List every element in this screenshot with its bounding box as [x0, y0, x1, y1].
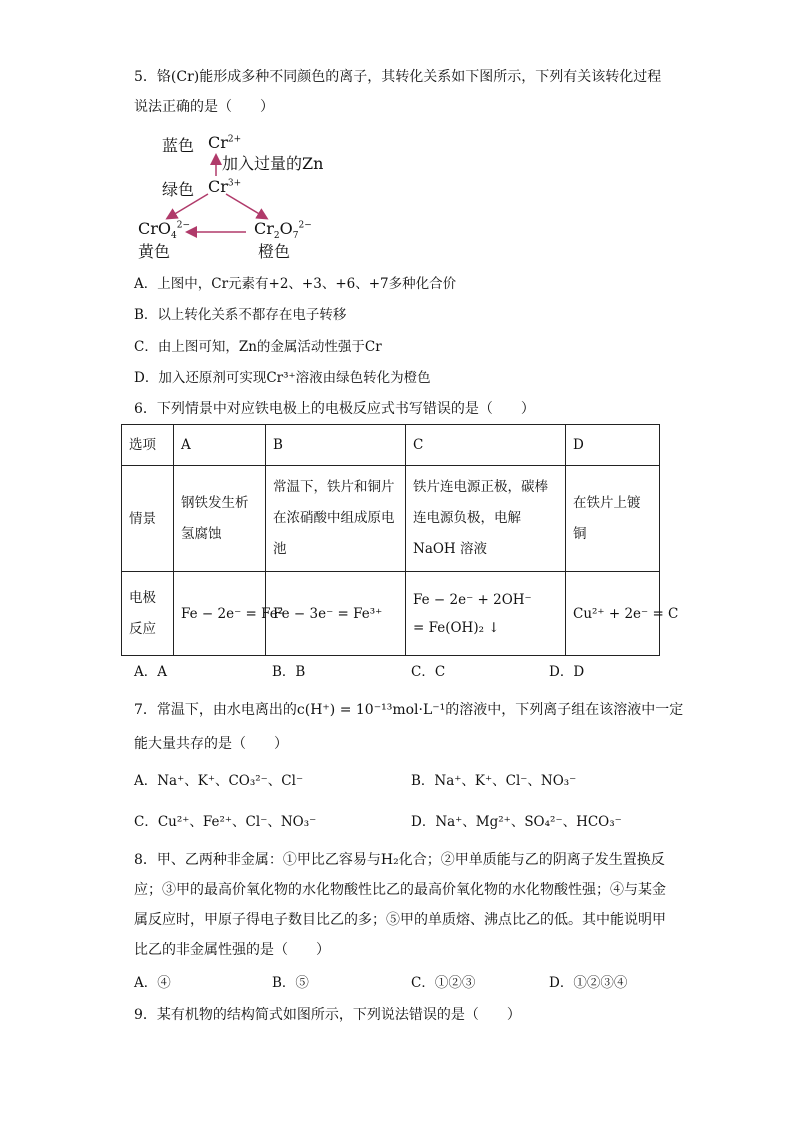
table-cell: Cu²⁺ + 2e⁻ = C [566, 572, 660, 656]
q5-option-b: B．以上转化关系不都存在电子转移 [134, 307, 347, 323]
equation-line: Fe − 2e⁻ + 2OH⁻ [413, 591, 532, 608]
blue-label: 蓝色 [162, 136, 195, 155]
table-cell: 钢铁发生析氢腐蚀 [174, 466, 266, 572]
q7-option-a: A．Na⁺、K⁺、CO₃²⁻、Cl⁻ [134, 773, 304, 789]
arrow-cr3-to-cr2o7 [226, 194, 266, 218]
q7-stem-line1: 7．常温下，由水电离出的c(H⁺) = 10⁻¹³mol·L⁻¹的溶液中，下列离子组在该溶液中一定 [134, 702, 684, 718]
table-cell: 在铁片上镀铜 [566, 466, 660, 572]
q6-option-c: C．C [411, 664, 446, 680]
table-cell: Fe − 2e⁻ = Fe² [174, 572, 266, 656]
cr2-ion: $Cr^{2+}$ [208, 133, 242, 152]
orange-label: 橙色 [258, 242, 291, 261]
q8-line1: 8．甲、乙两种非金属：①甲比乙容易与H₂化合；②甲单质能与乙的阴离子发生置换反 [134, 852, 665, 868]
q8-option-c: C．①②③ [411, 975, 476, 991]
q8-line3: 属反应时，甲原子得电子数目比乙的多；⑤甲的单质熔、沸点比乙的低。其中能说明甲 [134, 912, 666, 928]
green-label: 绿色 [162, 180, 195, 199]
table-row [122, 572, 660, 656]
q6-table [121, 424, 679, 656]
table-cell: 电极反应 [122, 572, 174, 656]
table-cell: 铁片连电源正极，碳棒连电源负极，电解 NaOH 溶液 [406, 466, 566, 572]
chromium-conversion-diagram [134, 128, 364, 264]
q5-option-d: D．加入还原剂可实现Cr³⁺溶液由绿色转化为橙色 [134, 370, 431, 386]
table-header-cell: C [406, 425, 566, 466]
table-cell: 情景 [122, 466, 174, 572]
q7-option-b: B．Na⁺、K⁺、Cl⁻、NO₃⁻ [411, 773, 577, 789]
table-cell [406, 572, 566, 656]
dichromate-ion: $Cr_2O_7^{2-}$ [254, 219, 312, 242]
q5-stem-line1: 5．铬(Cr)能形成多种不同颜色的离子，其转化关系如下图所示，下列有关该转化过程 [134, 69, 662, 85]
q5-stem-line2: 说法正确的是（ ） [134, 99, 274, 115]
q7-option-d: D．Na⁺、Mg²⁺、SO₄²⁻、HCO₃⁻ [411, 814, 622, 830]
table-cell: Fe − 3e⁻ = Fe³⁺ [266, 572, 406, 656]
chromate-ion: CrO$_4^{2-}$ [138, 219, 191, 242]
q6-option-d: D．D [549, 664, 585, 680]
q8-line2: 应；③甲的最高价氧化物的水化物酸性比乙的最高价氧化物的水化物酸性强；④与某金 [134, 882, 666, 898]
q6-option-b: B．B [272, 664, 306, 680]
table-header-cell: A [174, 425, 266, 466]
table-row [122, 425, 660, 466]
yellow-label: 黄色 [138, 242, 171, 261]
cr3-ion: $Cr^{3+}$ [208, 177, 242, 196]
q8-line4: 比乙的非金属性强的是（ ） [134, 942, 330, 958]
equation-line: = Fe(OH)₂ ↓ [413, 619, 500, 636]
q7-stem-line2: 能大量共存的是（ ） [134, 736, 288, 752]
q8-option-b: B．⑤ [272, 975, 309, 991]
table-header-cell: 选项 [122, 425, 174, 466]
q7-option-c: C．Cu²⁺、Fe²⁺、Cl⁻、NO₃⁻ [134, 814, 317, 830]
table-cell: 常温下，铁片和铜片在浓硝酸中组成原电池 [266, 466, 406, 572]
arrow-label: 加入过量的Zn [222, 154, 324, 173]
q5-option-c: C．由上图可知，Zn的金属活动性强于Cr [134, 339, 382, 355]
table-row [122, 466, 660, 572]
q6-option-a: A．A [134, 664, 167, 680]
table-header-cell: D [566, 425, 660, 466]
table-header-cell: B [266, 425, 406, 466]
q5-option-a: A．上图中，Cr元素有+2、+3、+6、+7多种化合价 [134, 276, 457, 292]
q6-stem: 6．下列情景中对应铁电极上的电极反应式书写错误的是（ ） [134, 401, 535, 417]
q9-stem: 9．某有机物的结构简式如图所示，下列说法错误的是（ ） [134, 1007, 521, 1023]
q8-option-a: A．④ [134, 975, 171, 991]
q8-option-d: D．①②③④ [549, 975, 628, 991]
